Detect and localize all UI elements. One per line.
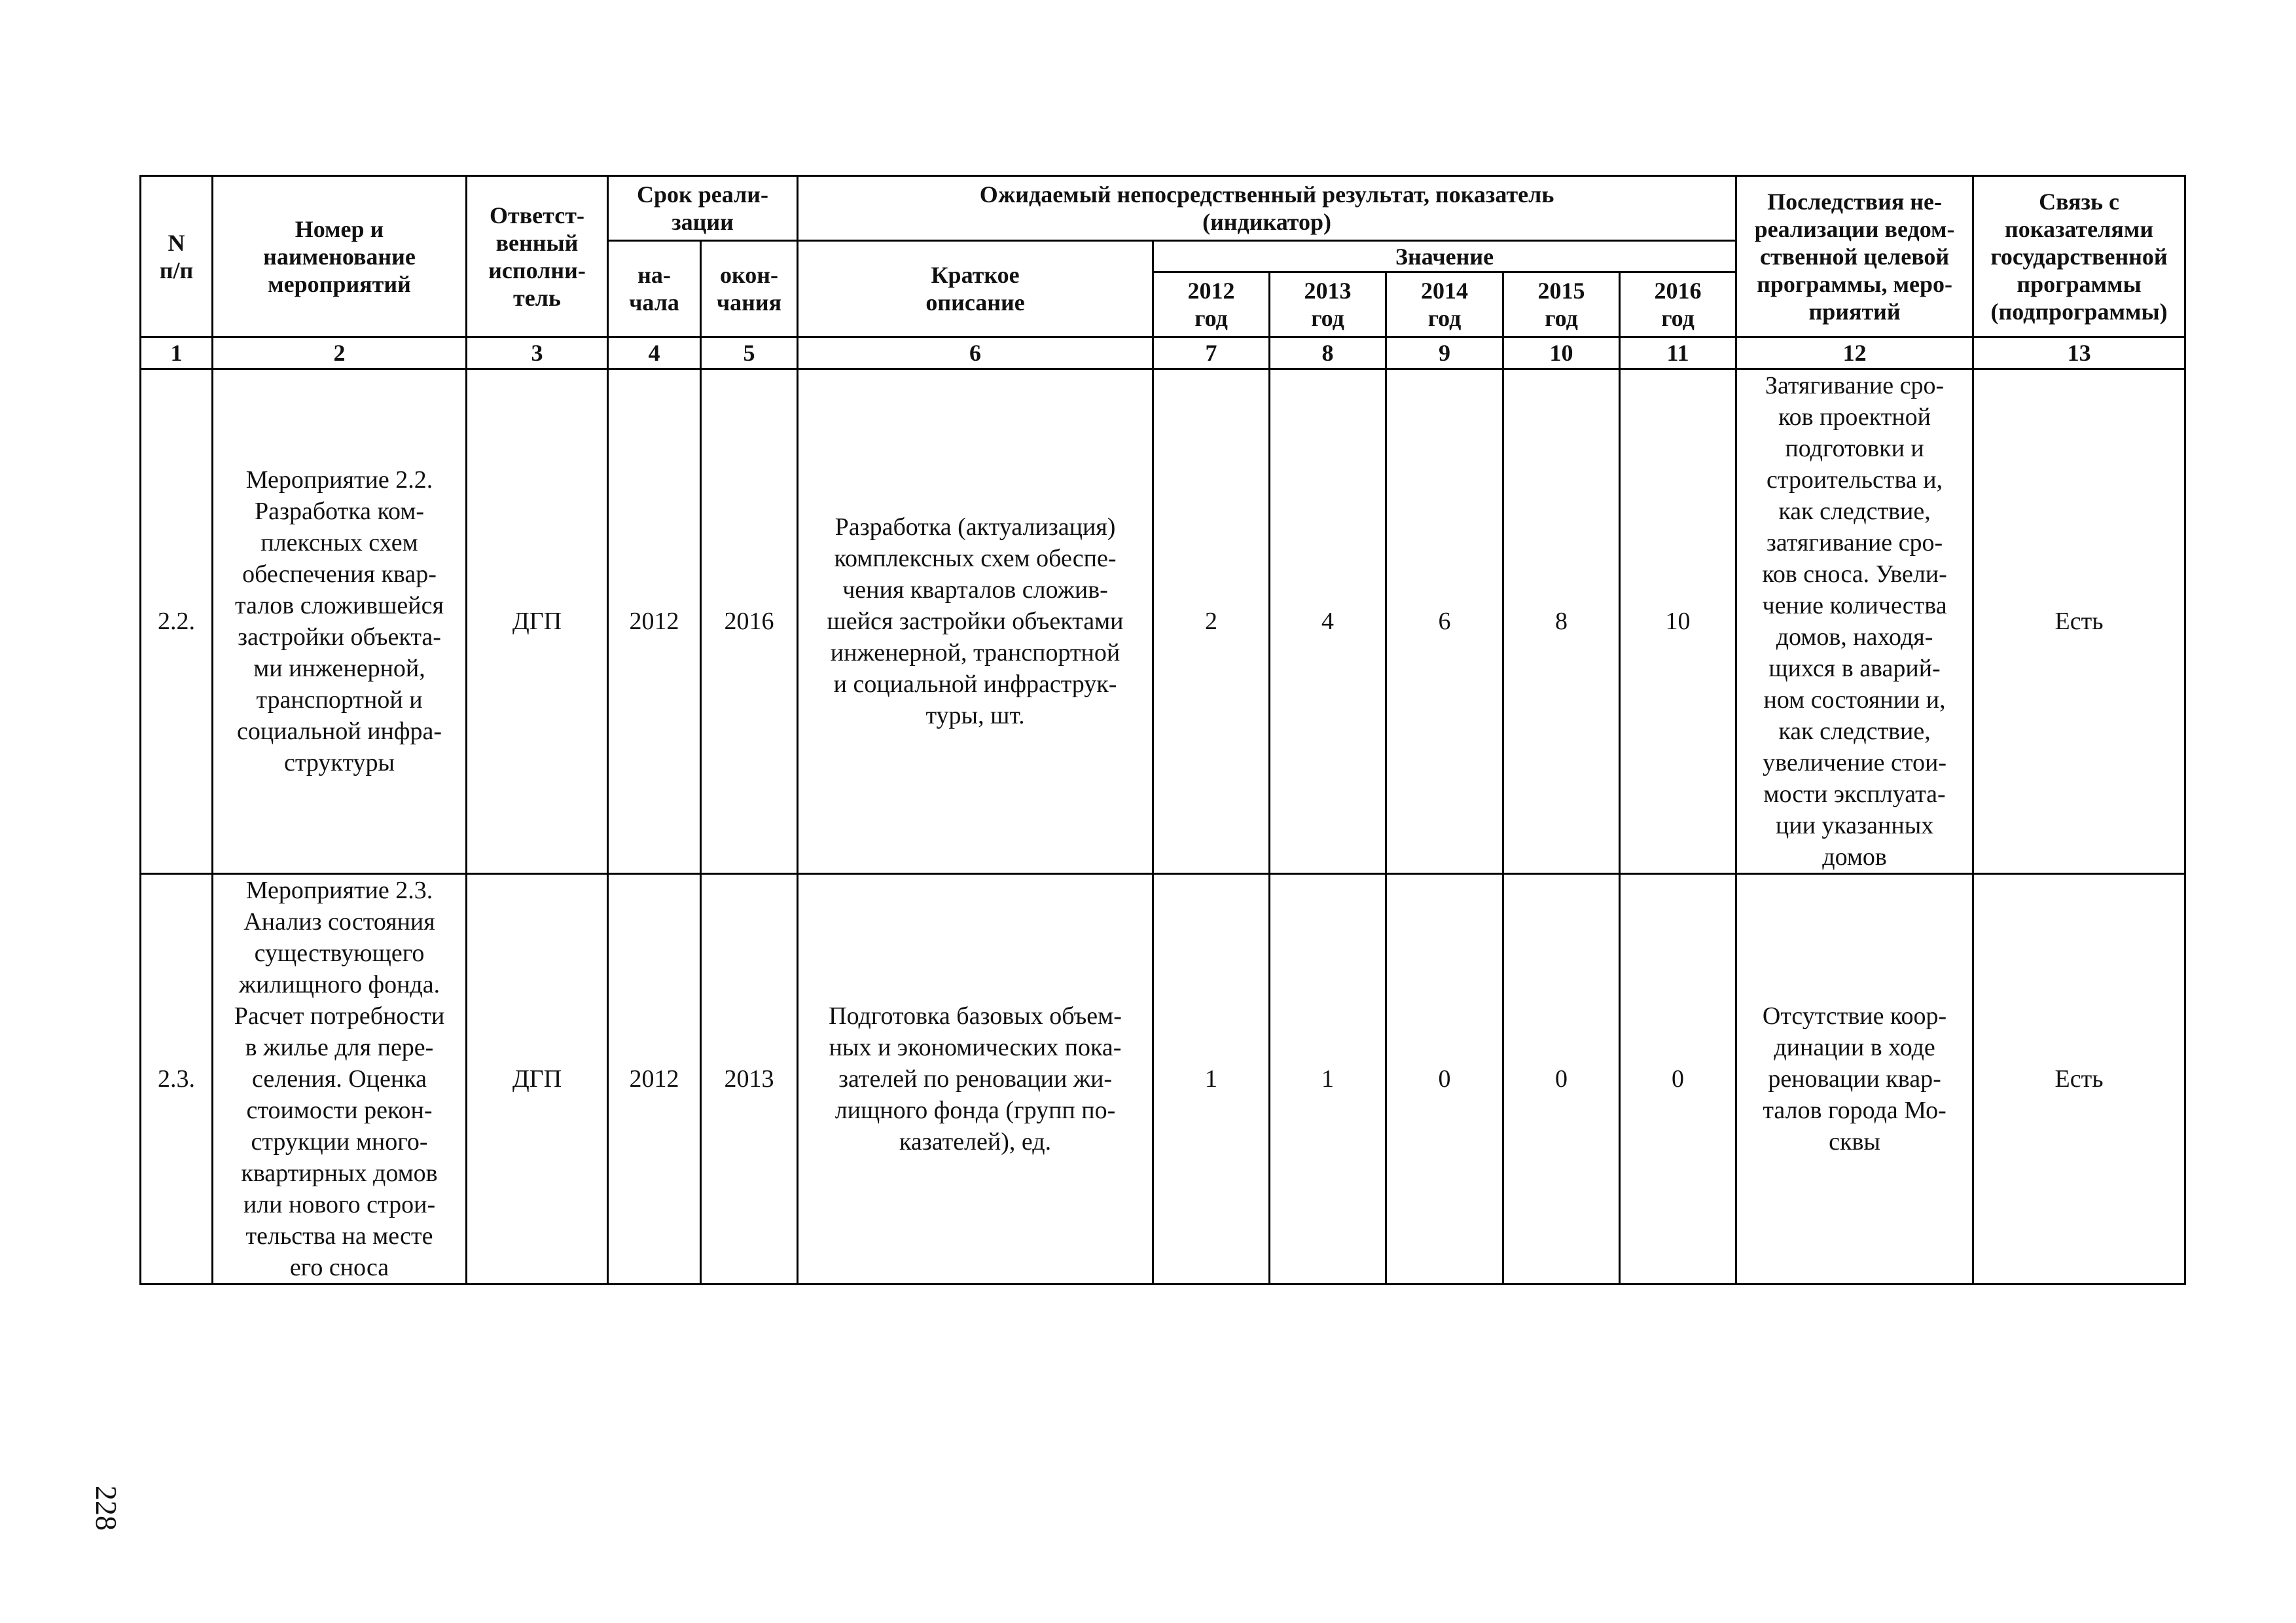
- row-start: 2012: [608, 874, 701, 1285]
- row-value-2016: 0: [1620, 874, 1736, 1285]
- header-period: Срок реали- зации: [608, 176, 798, 241]
- row-num: 2.2.: [141, 369, 213, 874]
- row-end: 2016: [701, 369, 798, 874]
- row-name: Мероприятие 2.2. Разработка ком- плексных схем обеспечения квар- талов сложившейся застройки объекта- ми инженерной, транспортной и социальной инфра- структуры: [213, 369, 467, 874]
- column-number: 10: [1503, 337, 1620, 369]
- row-relation: Есть: [1973, 369, 2185, 874]
- header-executor: Ответст- венный исполни- тель: [467, 176, 608, 337]
- row-num: 2.3.: [141, 874, 213, 1285]
- column-number: 5: [701, 337, 798, 369]
- column-number: 3: [467, 337, 608, 369]
- row-consequences: Затягивание сро- ков проектной подготовки и строительства и, как следствие, затягивание сро- ков сноса. Увели- чение количества домов, находя- щихся в аварий- ном состоянии и, как следствие, увеличение стои- мости эксплуата- ции указанных домов: [1736, 369, 1973, 874]
- header-value: Значение: [1153, 241, 1736, 272]
- column-number: 4: [608, 337, 701, 369]
- row-description: Разработка (актуализация) комплексных схем обеспе- чения кварталов сложив- шейся застройки объектами инженерной, транспортной и социальной инфраструк- туры, шт.: [798, 369, 1153, 874]
- header-period-start: на- чала: [608, 241, 701, 337]
- table-row: [141, 874, 2185, 1285]
- header-consequences: Последствия не- реализации ведом- ственной целевой программы, меро- приятий: [1736, 176, 1973, 337]
- row-start: 2012: [608, 369, 701, 874]
- row-executor: ДГП: [467, 874, 608, 1285]
- header-result: Ожидаемый непосредственный результат, показатель (индикатор): [798, 176, 1736, 241]
- row-description: Подготовка базовых объем- ных и экономических пока- зателей по реновации жи- лищного фонда (групп по- казателей), ед.: [798, 874, 1153, 1285]
- row-value-2013: 4: [1270, 369, 1386, 874]
- header-row: [141, 176, 2185, 241]
- column-number: 8: [1270, 337, 1386, 369]
- column-number: 13: [1973, 337, 2185, 369]
- header-period-end: окон- чания: [701, 241, 798, 337]
- row-value-2012: 1: [1153, 874, 1270, 1285]
- header-relation: Связь с показателями государственной программы (подпрограммы): [1973, 176, 2185, 337]
- column-number: 6: [798, 337, 1153, 369]
- header-year-2014: 2014 год: [1386, 272, 1503, 337]
- column-number: 7: [1153, 337, 1270, 369]
- header-num: N п/п: [141, 176, 213, 337]
- column-number: 11: [1620, 337, 1736, 369]
- header-description: Краткое описание: [798, 241, 1153, 337]
- row-value-2014: 6: [1386, 369, 1503, 874]
- header-name: Номер и наименование мероприятий: [213, 176, 467, 337]
- row-value-2016: 10: [1620, 369, 1736, 874]
- row-executor: ДГП: [467, 369, 608, 874]
- row-value-2012: 2: [1153, 369, 1270, 874]
- table-row: [141, 369, 2185, 874]
- program-table: [139, 175, 2186, 1285]
- row-relation: Есть: [1973, 874, 2185, 1285]
- header-year-2012: 2012 год: [1153, 272, 1270, 337]
- row-value-2015: 0: [1503, 874, 1620, 1285]
- column-number: 9: [1386, 337, 1503, 369]
- header-year-2015: 2015 год: [1503, 272, 1620, 337]
- row-value-2015: 8: [1503, 369, 1620, 874]
- column-number: 1: [141, 337, 213, 369]
- row-consequences: Отсутствие коор- динации в ходе реновации квар- талов города Мо- сквы: [1736, 874, 1973, 1285]
- row-end: 2013: [701, 874, 798, 1285]
- row-value-2014: 0: [1386, 874, 1503, 1285]
- header-year-2013: 2013 год: [1270, 272, 1386, 337]
- row-name: Мероприятие 2.3. Анализ состояния существующего жилищного фонда. Расчет потребности в жилье для пере- селения. Оценка стоимости рекон- струкции много- квартирных домов или нового строи- тельства на месте его сноса: [213, 874, 467, 1285]
- page-number: 228: [90, 1486, 123, 1531]
- column-number: 2: [213, 337, 467, 369]
- row-value-2013: 1: [1270, 874, 1386, 1285]
- header-year-2016: 2016 год: [1620, 272, 1736, 337]
- column-number-row: [141, 337, 2185, 369]
- column-number: 12: [1736, 337, 1973, 369]
